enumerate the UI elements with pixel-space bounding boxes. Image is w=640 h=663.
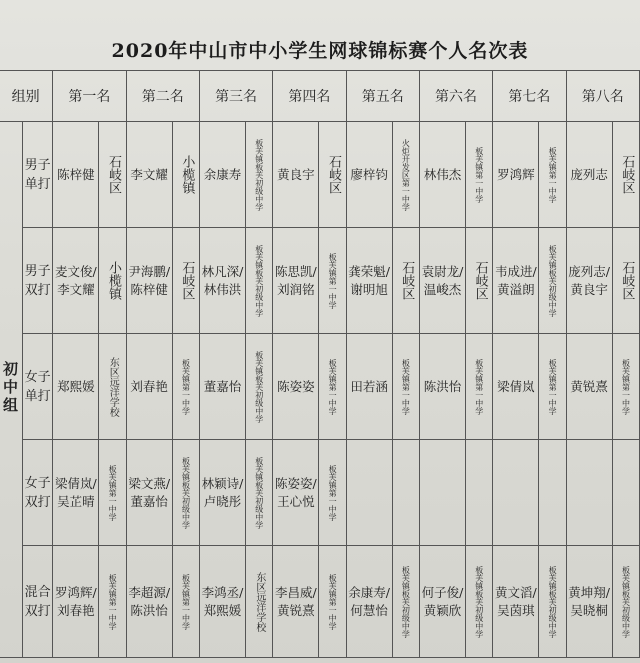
page-title: 2020年中山市中小学生网球锦标赛个人名次表 [111,40,529,62]
school-name: 板芙镇板芙初级中学 [254,456,264,529]
player-name: 陈梓健 [53,122,99,228]
player-name: 廖梓钧 [346,122,392,228]
school-name: 板芙镇板芙初级中学 [548,565,558,638]
school-cell [99,334,126,440]
school-cell [612,228,639,334]
player-name: 黄良宇 [273,122,319,228]
school-cell [319,546,346,658]
school-cell [466,228,493,334]
table-row [0,122,640,228]
school-cell [392,440,419,546]
school-name: 板芙镇第一中学 [474,146,484,203]
school-cell [466,334,493,440]
event-name: 男子单打 [23,122,53,228]
player-name: 梁倩岚/吴芷晴 [53,440,99,546]
place-header: 第三名 [199,71,272,122]
school-name: 石岐区 [179,261,195,300]
school-name: 板芙镇第一中学 [181,358,191,415]
school-cell [466,122,493,228]
event-name: 女子单打 [23,334,53,440]
player-name: 罗鸿辉 [493,122,539,228]
place-header: 第八名 [566,71,639,122]
school-cell [539,334,566,440]
player-name: 陈姿姿 [273,334,319,440]
player-name: 余康寿 [199,122,245,228]
school-name: 板芙镇第一中学 [328,252,338,309]
school-name: 板芙镇第一中学 [328,464,338,521]
school-cell [319,440,346,546]
table-row [0,440,640,546]
school-cell [319,334,346,440]
player-name: 龚荣魁/谢明旭 [346,228,392,334]
player-name: 韦成进/黄溢朗 [493,228,539,334]
grade-label: 初中组 [1,360,20,415]
player-name [419,440,465,546]
school-cell [99,546,126,658]
place-header: 第一名 [53,71,126,122]
player-name: 田若涵 [346,334,392,440]
player-name: 李鸿丞/郑熙媛 [199,546,245,658]
school-name: 火炬开发区第一中学 [401,138,411,211]
school-name: 板芙镇第一中学 [108,464,118,521]
school-cell [172,440,199,546]
school-name: 板芙镇第一中学 [328,573,338,630]
event-name: 男子双打 [23,228,53,334]
school-cell [246,546,273,658]
school-cell [172,122,199,228]
school-cell [539,228,566,334]
school-cell [392,546,419,658]
school-name: 石岐区 [472,261,488,300]
table-body [0,122,640,658]
school-name: 板芙镇第一中学 [328,358,338,415]
school-name: 东区远洋学校 [107,356,119,417]
school-name: 板芙镇第一中学 [548,358,558,415]
school-cell [392,122,419,228]
player-name: 董嘉怡 [199,334,245,440]
event-name: 混合双打 [23,546,53,658]
school-cell [539,122,566,228]
ranking-table [0,70,640,658]
school-name: 板芙镇板芙初级中学 [474,565,484,638]
school-cell [612,546,639,658]
school-name: 石岐区 [399,261,415,300]
table-row [0,334,640,440]
player-name: 林颖诗/卢晓彤 [199,440,245,546]
player-name: 林伟杰 [419,122,465,228]
player-name: 李昌威/黄锐熹 [273,546,319,658]
school-name: 板芙镇板芙初级中学 [548,244,558,317]
school-name: 石岐区 [325,155,341,194]
player-name [566,440,612,546]
school-name: 板芙镇第一中学 [621,358,631,415]
school-cell [612,334,639,440]
school-cell [246,440,273,546]
player-name: 罗鸿辉/刘春艳 [53,546,99,658]
school-cell [392,228,419,334]
school-cell [466,440,493,546]
player-name: 陈姿姿/王心悦 [273,440,319,546]
player-name: 陈思凯/刘润铭 [273,228,319,334]
header-row [0,71,640,122]
player-name [346,440,392,546]
player-name: 梁倩岚 [493,334,539,440]
player-name: 庞列志 [566,122,612,228]
school-cell [466,546,493,658]
school-name: 板芙镇第一中学 [474,358,484,415]
school-name: 板芙镇第一中学 [108,573,118,630]
player-name: 麦文俊/李文耀 [53,228,99,334]
group-header: 组别 [0,71,53,122]
school-cell [172,334,199,440]
player-name: 黄锐熹 [566,334,612,440]
place-header: 第七名 [493,71,566,122]
player-name: 黄文滔/吴茵琪 [493,546,539,658]
school-cell [99,122,126,228]
school-cell [319,122,346,228]
school-cell [319,228,346,334]
player-name: 林凡深/林伟洪 [199,228,245,334]
school-cell [612,440,639,546]
school-name: 板芙镇第一中学 [548,146,558,203]
school-name: 石岐区 [619,261,635,300]
player-name: 庞列志/黄良宇 [566,228,612,334]
place-header: 第六名 [419,71,492,122]
school-name: 板芙镇第一中学 [401,358,411,415]
school-name: 板芙镇板芙初级中学 [401,565,411,638]
player-name: 李超源/陈洪怡 [126,546,172,658]
school-cell [172,228,199,334]
table-row [0,228,640,334]
school-name: 板芙镇板芙初级中学 [181,456,191,529]
school-name: 板芙镇板芙初级中学 [254,244,264,317]
player-name [493,440,539,546]
player-name: 尹海鹏/陈梓健 [126,228,172,334]
school-cell [539,440,566,546]
school-name: 东区远洋学校 [253,571,265,632]
school-cell [246,334,273,440]
school-cell [539,546,566,658]
player-name: 袁尉龙/温峻杰 [419,228,465,334]
school-cell [612,122,639,228]
school-cell [99,440,126,546]
school-cell [246,122,273,228]
player-name: 陈洪怡 [419,334,465,440]
school-cell [99,228,126,334]
place-header: 第四名 [273,71,346,122]
school-name: 板芙镇第一中学 [181,573,191,630]
school-name: 小榄镇 [179,155,195,194]
school-name: 小榄镇 [105,261,121,300]
player-name: 刘春艳 [126,334,172,440]
school-cell [392,334,419,440]
player-name: 余康寿/何慧怡 [346,546,392,658]
player-name: 何子俊/黄颖欣 [419,546,465,658]
player-name: 李文耀 [126,122,172,228]
event-name: 女子双打 [23,440,53,546]
school-name: 板芙镇板芙初级中学 [254,138,264,211]
school-name: 石岐区 [105,155,121,194]
table-row [0,546,640,658]
school-cell [172,546,199,658]
school-name: 板芙镇板芙初级中学 [254,350,264,423]
school-name: 板芙镇板芙初级中学 [621,565,631,638]
player-name: 梁文燕/董嘉怡 [126,440,172,546]
school-name: 石岐区 [619,155,635,194]
place-header: 第五名 [346,71,419,122]
place-header: 第二名 [126,71,199,122]
grade-cell [0,122,23,658]
school-cell [246,228,273,334]
player-name: 黄坤翔/吴晓桐 [566,546,612,658]
player-name: 郑熙媛 [53,334,99,440]
